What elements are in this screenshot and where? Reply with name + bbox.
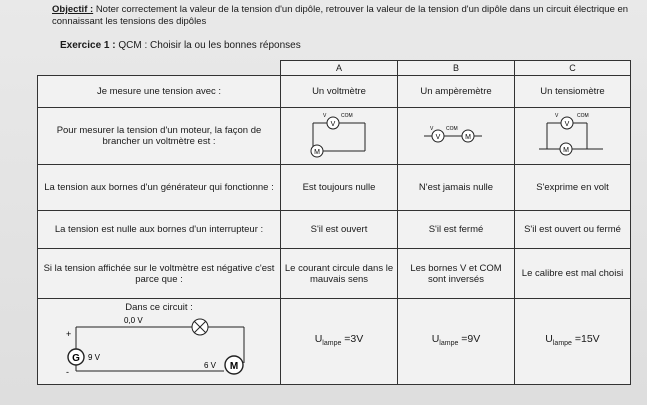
svg-text:V: V	[430, 126, 434, 132]
svg-text:COM: COM	[446, 126, 458, 132]
exercise-title: Exercice 1 :	[60, 40, 116, 51]
objective-text	[52, 4, 632, 28]
answer-4c[interactable]: S'il est ouvert ou fermé	[515, 211, 631, 249]
table-row	[38, 249, 631, 299]
table-row	[38, 108, 631, 165]
answer-6a[interactable]: $U_{lampe} =3V$	[281, 299, 398, 385]
table-row	[38, 299, 631, 385]
answer-4b[interactable]: S'il est fermé	[398, 211, 515, 249]
answer-1b[interactable]: Un ampèremètre	[398, 76, 515, 108]
answer-5b[interactable]: Les bornes V et COM sont inversés	[398, 249, 515, 299]
svg-text:COM: COM	[341, 113, 353, 119]
svg-text:M: M	[562, 147, 569, 154]
circuit-diagram-c	[533, 111, 613, 161]
circuit-diagram-b	[416, 111, 496, 161]
header-a: A	[281, 61, 398, 76]
answer-2a[interactable]	[281, 108, 398, 165]
svg-text:6 V: 6 V	[204, 361, 217, 370]
answer-3c[interactable]: S'exprime en volt	[515, 165, 631, 211]
svg-text:V: V	[554, 113, 558, 119]
answer-2b[interactable]	[398, 108, 515, 165]
question-6-text: Dans ce circuit :	[125, 302, 193, 313]
table-row	[38, 211, 631, 249]
svg-text:0,0 V: 0,0 V	[124, 316, 143, 325]
header-b: B	[398, 61, 515, 76]
answer-5a[interactable]: Le courant circule dans le mauvais sens	[281, 249, 398, 299]
svg-text:M: M	[229, 361, 239, 372]
svg-text:M: M	[465, 134, 471, 141]
svg-text:V: V	[323, 113, 327, 119]
svg-text:V: V	[564, 121, 569, 128]
qcm-table	[37, 60, 631, 385]
svg-text:M: M	[314, 149, 320, 156]
svg-text:G: G	[72, 353, 80, 364]
svg-text:-: -	[66, 367, 69, 377]
answer-6b[interactable]: $U_{lampe} =9V$	[398, 299, 515, 385]
question-4: La tension est nulle aux bornes d'un interrupteur :	[38, 211, 281, 249]
question-5: Si la tension affichée sur le voltmètre est négative c'est parce que :	[38, 249, 281, 299]
table-row	[38, 76, 631, 108]
svg-text:+: +	[66, 329, 72, 339]
question-6	[38, 299, 281, 385]
answer-2c[interactable]	[515, 108, 631, 165]
answer-4a[interactable]: S'il est ouvert	[281, 211, 398, 249]
svg-text:V: V	[435, 134, 441, 141]
svg-text:9 V: 9 V	[88, 353, 101, 362]
answer-6c[interactable]: $U_{lampe} =15V$	[515, 299, 631, 385]
circuit-diagram-a	[299, 111, 379, 161]
circuit-diagram-series	[54, 313, 264, 379]
exercise-header	[60, 40, 301, 51]
table-row	[38, 165, 631, 211]
answer-5c[interactable]: Le calibre est mal choisi	[515, 249, 631, 299]
v-label: V	[330, 121, 336, 128]
answer-1c[interactable]: Un tensiomètre	[515, 76, 631, 108]
question-3: La tension aux bornes d'un générateur qui fonctionne :	[38, 165, 281, 211]
answer-3a[interactable]: Est toujours nulle	[281, 165, 398, 211]
exercise-instruction: QCM : Choisir la ou les bonnes réponses	[118, 40, 301, 51]
svg-text:COM: COM	[576, 113, 589, 119]
answer-1a[interactable]: Un voltmètre	[281, 76, 398, 108]
objective-label: Objectif :	[52, 4, 94, 15]
question-2: Pour mesurer la tension d'un moteur, la façon de brancher un voltmètre est :	[38, 108, 281, 165]
header-c: C	[515, 61, 631, 76]
question-1: Je mesure une tension avec :	[38, 76, 281, 108]
answer-3b[interactable]: N'est jamais nulle	[398, 165, 515, 211]
objective-body: Noter correctement la valeur de la tension d'un dipôle, retrouver la valeur de la tension d'un dipôle dans un circuit électrique en connaissant les tensions des dipôles	[52, 4, 629, 27]
